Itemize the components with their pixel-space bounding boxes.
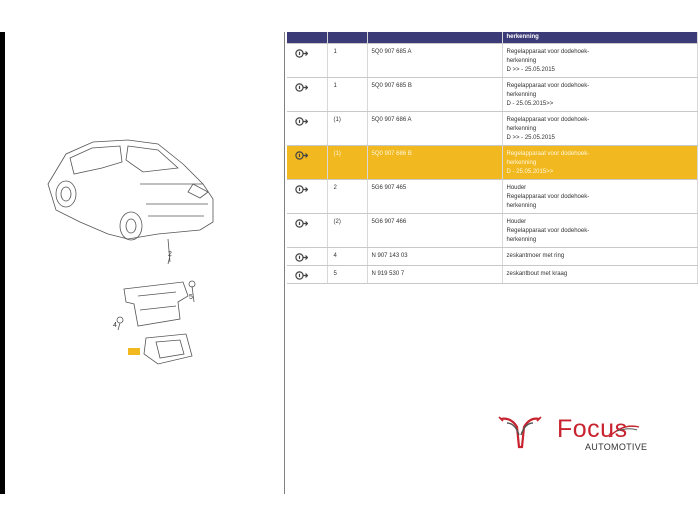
table-row[interactable] — [287, 78, 697, 112]
car-body-outline — [48, 140, 213, 239]
table-row[interactable] — [287, 266, 697, 284]
logo-wordmark: Focus — [557, 415, 628, 443]
focus-automotive-logo — [497, 413, 657, 459]
part-number-cell: 5G6 907 465 — [367, 180, 502, 214]
table-row[interactable] — [287, 180, 697, 214]
description-cell — [502, 44, 697, 78]
header-cell — [367, 32, 502, 44]
description-line: herkenning — [506, 203, 537, 209]
part-info-icon[interactable] — [295, 218, 323, 229]
part-info-icon[interactable] — [295, 150, 323, 161]
logo-subtitle: AUTOMOTIVE — [585, 442, 648, 452]
description-line: D - 25.05.2015>> — [506, 169, 554, 175]
header-description-cell: herkenning — [502, 32, 697, 44]
row-icon-cell — [287, 146, 327, 180]
callout-label-4: 4 — [113, 322, 117, 329]
row-icon-cell — [287, 266, 327, 284]
description-cell — [502, 146, 697, 180]
diagram-drawing — [8, 34, 280, 474]
position-cell: 1 — [327, 78, 367, 112]
logo-swoosh-icon — [607, 417, 641, 441]
description-cell — [502, 214, 697, 248]
header-cell — [327, 32, 367, 44]
highlight-marker — [128, 348, 140, 355]
position-cell: 5 — [327, 266, 367, 284]
description-line: Regelapparaat voor dodehoek- — [506, 117, 590, 123]
part-number-cell: 5Q0 907 686 B — [367, 146, 502, 180]
row-icon-cell — [287, 78, 327, 112]
description-line: herkenning — [506, 237, 537, 243]
row-icon-cell — [287, 214, 327, 248]
description-line: D >> - 25.05.2015 — [506, 135, 555, 141]
position-cell: (1) — [327, 146, 367, 180]
description-cell — [502, 248, 697, 266]
description-line: Regelapparaat voor dodehoek- — [506, 151, 590, 157]
parts-table — [287, 32, 698, 284]
callout-label-5: 5 — [189, 294, 193, 301]
description-line: Regelapparaat voor dodehoek- — [506, 83, 590, 89]
description-line: zeskantmoer met ring — [506, 253, 565, 259]
part-number-cell: 5Q0 907 685 B — [367, 78, 502, 112]
exploded-parts-diagram — [8, 34, 280, 474]
callout-label-2: 2 — [168, 251, 172, 258]
position-cell: (1) — [327, 112, 367, 146]
part-number-cell: 5Q0 907 685 A — [367, 44, 502, 78]
table-row[interactable] — [287, 44, 697, 78]
part-info-icon[interactable] — [295, 116, 323, 127]
description-line: D >> - 25.05.2015 — [506, 67, 555, 73]
description-line: Houder — [506, 185, 527, 191]
row-icon-cell — [287, 180, 327, 214]
description-line: Regelapparaat voor dodehoek- — [506, 194, 590, 200]
description-line: Houder — [506, 219, 527, 225]
position-cell: 4 — [327, 248, 367, 266]
row-icon-cell — [287, 44, 327, 78]
part-number-cell: 5G6 907 466 — [367, 214, 502, 248]
radar-sensor-outline — [144, 334, 192, 364]
panel-divider — [284, 32, 285, 494]
position-cell: (2) — [327, 214, 367, 248]
header-cell — [287, 32, 327, 44]
part-info-icon[interactable] — [295, 184, 323, 195]
table-header-row — [287, 32, 697, 44]
part-info-icon[interactable] — [295, 270, 323, 281]
table-row[interactable] — [287, 248, 697, 266]
table-row[interactable] — [287, 214, 697, 248]
description-line: D - 25.05.2015>> — [506, 101, 554, 107]
part-info-icon[interactable] — [295, 252, 323, 263]
row-icon-cell — [287, 248, 327, 266]
description-line: herkenning — [506, 92, 537, 98]
description-cell — [502, 180, 697, 214]
table-row-selected[interactable] — [287, 146, 697, 180]
description-cell — [502, 266, 697, 284]
part-number-cell: 5Q0 907 686 A — [367, 112, 502, 146]
description-line: herkenning — [506, 160, 537, 166]
table-row[interactable] — [287, 112, 697, 146]
row-icon-cell — [287, 112, 327, 146]
description-line: Regelapparaat voor dodehoek- — [506, 228, 590, 234]
part-info-icon[interactable] — [295, 48, 323, 59]
description-line: herkenning — [506, 58, 537, 64]
part-number-cell: N 919 530 7 — [367, 266, 502, 284]
position-cell: 1 — [327, 44, 367, 78]
description-line: herkenning — [506, 126, 537, 132]
description-cell — [502, 112, 697, 146]
part-info-icon[interactable] — [295, 82, 323, 93]
description-line: Regelapparaat voor dodehoek- — [506, 49, 590, 55]
left-edge-bar — [0, 32, 5, 494]
position-cell: 2 — [327, 180, 367, 214]
logo-mark-icon — [497, 413, 543, 453]
description-cell — [502, 78, 697, 112]
bracket-outline — [124, 282, 188, 326]
description-line: zeskantbout met kraag — [506, 271, 568, 277]
part-number-cell: N 907 143 03 — [367, 248, 502, 266]
